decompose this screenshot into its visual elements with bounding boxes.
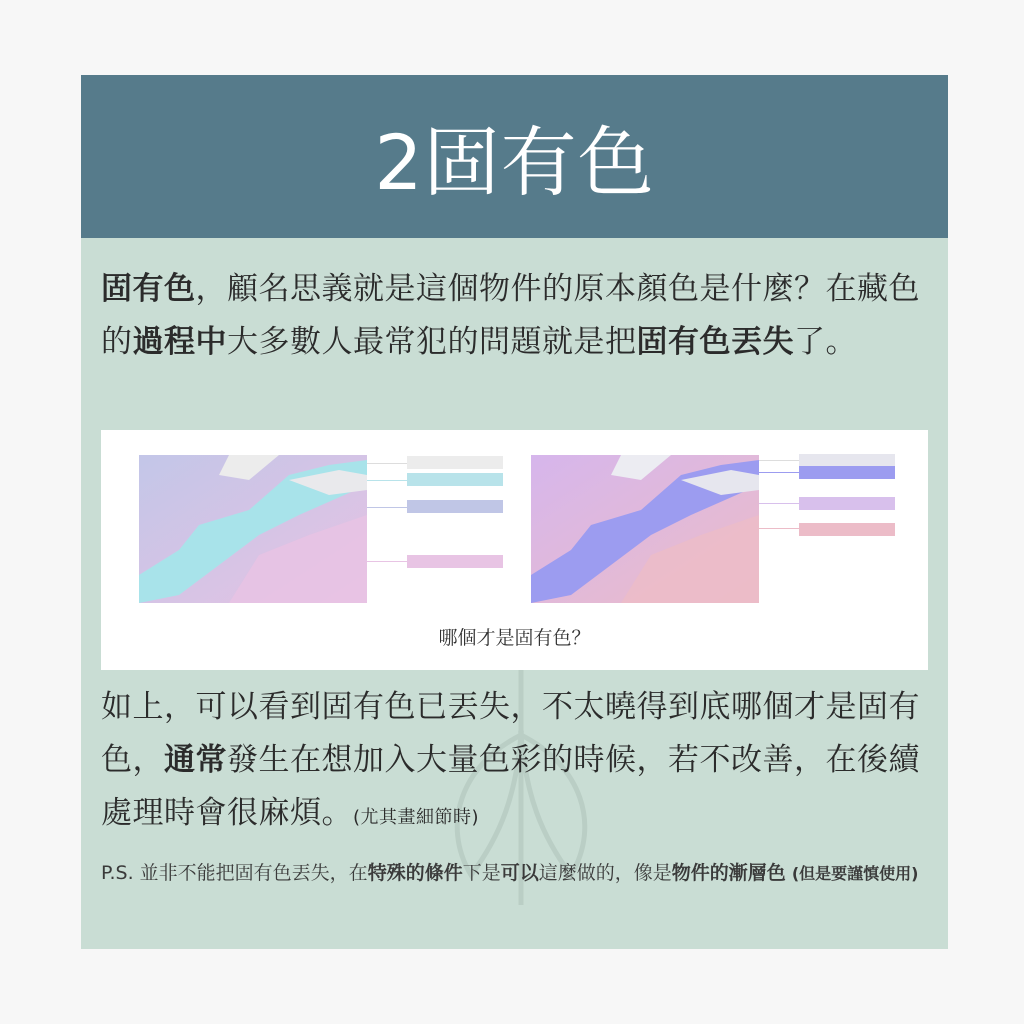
right-color-sample-image (531, 455, 759, 603)
postscript-note (101, 855, 931, 892)
intro-bold-3: 固有色丟失 (636, 324, 794, 360)
intro-text-2: 大多數人最常犯的問題就是把 (227, 324, 637, 360)
left-swatch-bar-2 (407, 473, 503, 486)
content-card (81, 75, 948, 949)
intro-bold-2: 過程中 (132, 324, 227, 360)
outro-text-2: 發生在想加入大量色彩的時候，若不改善，在後續處理時會很麻煩。 (101, 742, 920, 831)
leader-line (367, 480, 407, 481)
intro-paragraph (101, 263, 931, 369)
leader-line (367, 507, 407, 508)
ps-text-1: P.S. 並非不能把固有色丟失，在 (101, 862, 368, 884)
figure-caption: 哪個才是固有色？ (438, 627, 591, 649)
left-color-sample-image (139, 455, 367, 603)
intro-text-1: ，顧名思義就是這個物件的原本顏色是什麼？在藏色的 (101, 271, 920, 360)
page-title: 2固有色 (374, 118, 655, 207)
leader-line (759, 503, 799, 504)
ps-text-2: 下是 (462, 862, 501, 884)
title-banner (81, 75, 948, 238)
intro-bold-1: 固有色 (101, 271, 196, 307)
ps-bold-3: 物件的漸層色 (671, 862, 786, 884)
left-swatch-bar-1 (407, 456, 503, 469)
right-swatch-bar-2 (799, 466, 895, 479)
outro-paragraph (101, 681, 931, 844)
left-swatch-bar-4 (407, 555, 503, 568)
outro-note: (尤其畫細節時) (353, 807, 480, 828)
leader-line (367, 463, 407, 464)
outro-text-1: 如上，可以看到固有色已丟失，不太曉得到底哪個才是固有色， (101, 689, 920, 778)
leader-line (759, 460, 799, 461)
right-swatch-bar-3 (799, 497, 895, 510)
outro-bold-1: 通常 (164, 742, 227, 778)
leader-line (759, 472, 799, 473)
intro-text-3: 了。 (794, 324, 857, 360)
left-swatch-bar-3 (407, 500, 503, 513)
right-swatch-bar-4 (799, 523, 895, 536)
ps-bold-1: 特殊的條件 (367, 862, 463, 884)
ps-bold-2: 可以 (500, 862, 539, 884)
color-comparison-figure (101, 430, 928, 670)
leader-line (367, 561, 407, 562)
ps-text-3: 這麼做的，像是 (538, 862, 672, 884)
ps-note: (但是要謹慎使用) (791, 864, 919, 883)
leader-line (759, 528, 799, 529)
